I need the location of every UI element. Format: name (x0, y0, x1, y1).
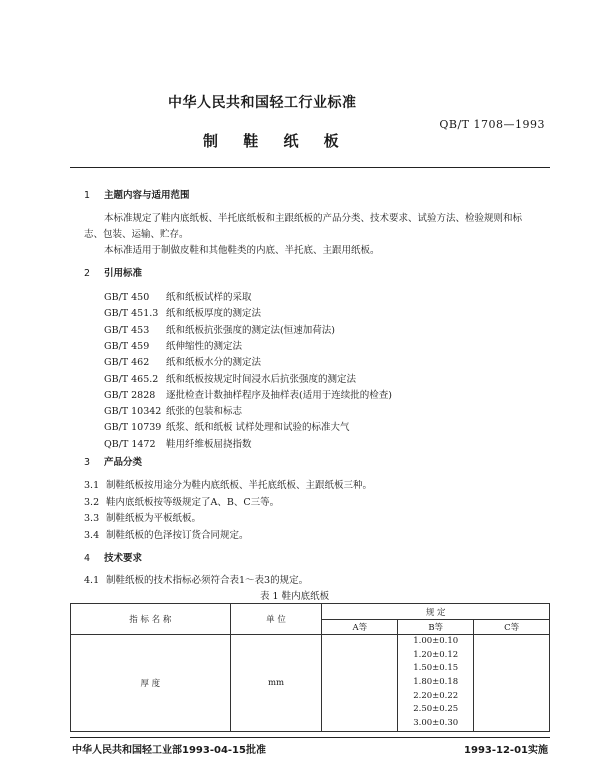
reference-code: GB/T 450 (104, 292, 150, 303)
clause-number: 3.4 (84, 529, 100, 541)
reference-title: 纸和纸板按规定时间浸水后抗张强度的测定法 (166, 373, 357, 385)
reference-code: GB/T 10739 (104, 422, 162, 434)
standard-number: QB/T 1708—1993 (439, 118, 545, 131)
reference-item (104, 322, 335, 336)
reference-title: 纸和纸板抗张强度的测定法(恒速加荷法) (166, 324, 335, 336)
clause-4-1 (84, 572, 308, 586)
reference-code: GB/T 10342 (104, 406, 162, 418)
clause-3-1 (84, 477, 372, 491)
clause-number: 3.3 (84, 513, 100, 524)
clause-number: 3.2 (84, 496, 100, 508)
clause-3-4 (84, 527, 249, 541)
section-number: 3 (84, 457, 91, 468)
reference-item (104, 387, 392, 401)
reference-title: 鞋用纤维板屈挠指数 (166, 438, 252, 450)
thickness-value: 2.50±0.25 (413, 704, 459, 715)
col-header-spec: 规 定 (322, 604, 550, 620)
section-number: 1 (84, 190, 91, 201)
table-1 (70, 603, 550, 732)
reference-code: GB/T 465.2 (104, 373, 159, 385)
section-title: 产品分类 (104, 457, 143, 468)
section-1-para1-line2: 志、包装、运输、贮存。 (84, 229, 189, 240)
thickness-value: 1.50±0.15 (413, 663, 459, 674)
thickness-value: 2.20±0.22 (413, 690, 459, 701)
reference-item (104, 338, 242, 352)
reference-title: 纸和纸板水分的测定法 (166, 357, 262, 369)
reference-item (104, 419, 350, 433)
cell-grade-b-values (398, 635, 474, 732)
section-title: 引用标准 (104, 268, 143, 279)
footer-rule (70, 737, 550, 738)
clause-text: 制鞋纸板的技术指标必须符合表1～表3的规定。 (106, 575, 309, 586)
reference-title: 纸和纸板厚度的测定法 (166, 308, 262, 320)
section-number: 2 (84, 268, 91, 279)
col-header-grade-a: A等 (322, 620, 398, 635)
thickness-value: 1.20±0.12 (413, 649, 459, 660)
approval-note: 中华人民共和国轻工业部1993-04-15批准 (72, 745, 266, 756)
section-title: 主题内容与适用范围 (104, 190, 190, 201)
clause-number: 3.1 (84, 480, 100, 491)
reference-item (104, 354, 261, 368)
reference-code: GB/T 451.3 (104, 308, 159, 320)
clause-text: 制鞋纸板的色泽按订货合同规定。 (106, 529, 249, 541)
section-title: 技术要求 (104, 553, 143, 564)
document-title: 制 鞋 纸 板 (203, 132, 349, 150)
effective-date: 1993-12-01实施 (464, 745, 548, 756)
cell-grade-c (474, 635, 550, 732)
col-header-grade-c: C等 (474, 620, 550, 635)
reference-code: GB/T 462 (104, 357, 150, 369)
section-1-para2: 本标准适用于制做皮鞋和其他鞋类的内底、半托底、主跟用纸板。 (104, 245, 380, 256)
row-name-thickness: 厚 度 (71, 635, 231, 732)
section-1-heading (84, 187, 190, 201)
reference-title: 纸张的包装和标志 (166, 406, 243, 418)
clause-text: 制鞋纸板为平板纸板。 (106, 513, 202, 524)
col-header-indicator: 指 标 名 称 (71, 604, 231, 635)
thickness-value: 1.80±0.18 (413, 677, 459, 688)
reference-code: GB/T 2828 (104, 389, 156, 401)
header-rule (70, 167, 550, 168)
table-1-caption: 表 1 鞋内底纸板 (260, 591, 330, 602)
clause-number: 4.1 (84, 575, 100, 586)
reference-item (104, 289, 252, 303)
clause-3-3 (84, 510, 201, 524)
thickness-value: 1.00±0.10 (413, 636, 459, 646)
section-3-heading (84, 454, 142, 468)
row-unit-thickness: mm (230, 635, 322, 732)
reference-item (104, 305, 261, 319)
col-header-grade-b: B等 (398, 620, 474, 635)
section-2-heading (84, 265, 142, 279)
reference-title: 纸伸缩性的测定法 (166, 340, 243, 352)
reference-item (104, 371, 356, 385)
issuing-organization: 中华人民共和国轻工行业标准 (168, 95, 357, 111)
reference-title: 纸浆、纸和纸板 试样处理和试验的标准大气 (166, 422, 350, 434)
reference-code: GB/T 459 (104, 340, 150, 352)
cell-grade-a (322, 635, 398, 732)
section-4-heading (84, 550, 142, 564)
section-number: 4 (84, 553, 91, 564)
reference-code: GB/T 453 (104, 324, 150, 336)
clause-text: 鞋内底纸板按等级规定了A、B、C三等。 (106, 496, 280, 508)
clause-text: 制鞋纸板按用途分为鞋内底纸板、半托底纸板、主跟纸板三种。 (106, 480, 373, 491)
reference-item (104, 403, 242, 417)
reference-code: QB/T 1472 (104, 438, 156, 450)
reference-item (104, 436, 252, 450)
col-header-unit: 单 位 (230, 604, 322, 635)
thickness-value: 3.00±0.30 (413, 718, 459, 729)
section-1-para1-line1: 本标准规定了鞋内底纸板、半托底纸板和主跟纸板的产品分类、技术要求、试验方法、检验规则和标 (104, 213, 523, 224)
clause-3-2 (84, 494, 279, 508)
reference-title: 逐批检查计数抽样程序及抽样表(适用于连续批的检查) (166, 389, 392, 401)
reference-title: 纸和纸板试样的采取 (166, 292, 252, 303)
